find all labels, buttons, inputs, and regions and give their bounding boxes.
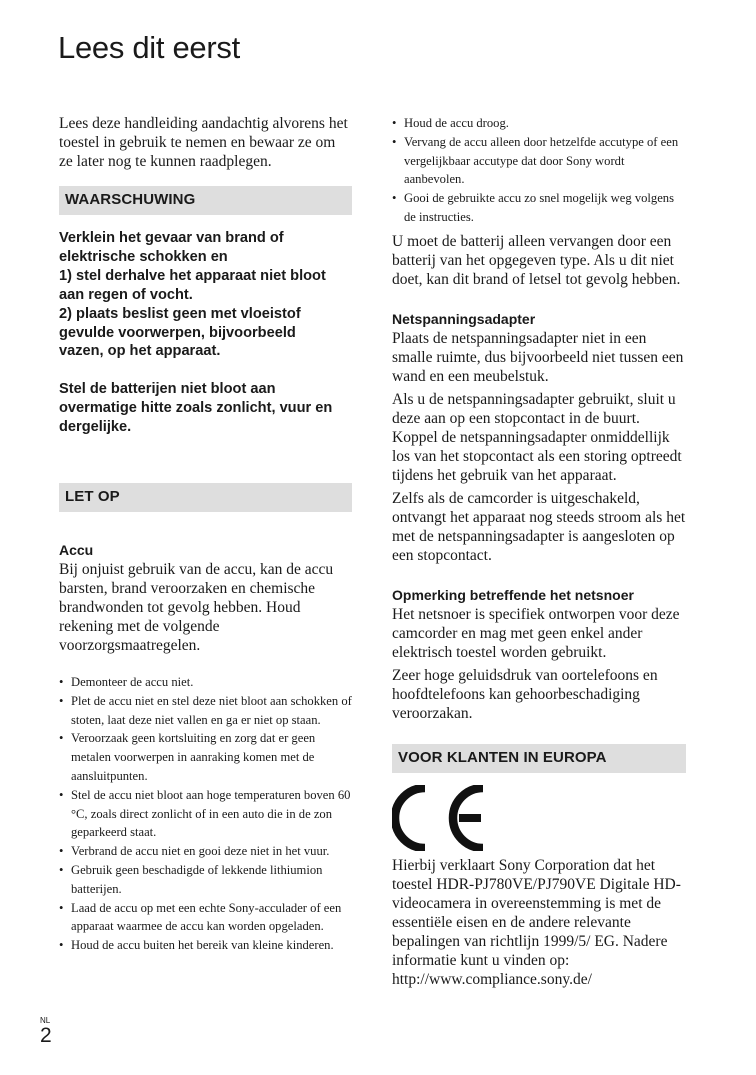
cord-heading: Opmerking betreffende het netsnoer (392, 586, 634, 603)
europe-text: Hierbij verklaart Sony Corporation dat het toestel HDR-PJ780VE/PJ790VE Digitale HD-videocamera in overeenstemming is met de essentiële eisen en de andere relevante bepalingen van richtlijn 1999/5/ EG. Nadere informatie kunt u vinden op: http://www.compliance.sony.de/ (392, 856, 681, 988)
ce-letter-e-bar-icon (459, 814, 481, 822)
list-item: • Gebruik geen beschadigde of lekkende lithiumion batterijen. (59, 863, 323, 896)
cord-paragraph-1: Het netsnoer is specifiek ontworpen voor deze camcorder en mag met geen enkel ander elektrisch toestel worden gebruikt. (392, 605, 680, 661)
bullet-icon: • (59, 900, 64, 915)
europe-heading: VOOR KLANTEN IN EUROPA (392, 744, 686, 773)
accu-bullet-list (59, 673, 352, 955)
list-item: • Demonteer de accu niet. (59, 673, 352, 692)
bullet-icon: • (59, 844, 64, 859)
battery-text: U moet de batterij alleen vervangen door een batterij van het opgegeven type. Als u dit niet doet, kan dit brand of letsel tot gevolg hebben. (392, 232, 681, 288)
list-item: • Verbrand de accu niet en gooi deze niet in het vuur. (59, 842, 352, 861)
intro-text: Lees deze handleiding aandachtig alvorens het toestel in gebruik te nemen en bewaar ze om ze later nog te kunnen raadplegen. (59, 115, 348, 170)
warning-block (59, 229, 352, 437)
warning-paragraph-2: Stel de batterijen niet bloot aan overmatige hitte zoals zonlicht, vuur en dergelijke. (59, 381, 333, 436)
page-title: Lees dit eerst (58, 30, 240, 65)
page-number: 2 (40, 1024, 52, 1047)
bullet-icon: • (59, 675, 64, 690)
list-item: • Plet de accu niet en stel deze niet bloot aan schokken of stoten, laat deze niet vallen en ga er niet op staan. (59, 693, 352, 727)
list-item: • Gooi de gebruikte accu zo snel mogelijk weg volgens de instructies. (392, 191, 674, 224)
warning-paragraph-1: Verklein het gevaar van brand of elektrische schokken en 1) stel derhalve het apparaat niet bloot aan regen of vocht. 2) plaats beslist geen met vloeistof gevulde voorwerpen, bijvoorbeeld vazen, op het apparaat. (59, 230, 326, 360)
accu-heading: Accu (59, 542, 94, 559)
bullet-icon: • (392, 116, 397, 130)
ce-letter-c-icon (395, 788, 425, 848)
adapter-paragraph-2: Als u de netspanningsadapter gebruikt, sluit u deze aan op een stopcontact in de buurt. Koppel de netspanningsadapter onmiddellijk los van het stopcontact als een storing optreedt tijdens het gebruik van het apparaat. (392, 390, 682, 484)
adapter-paragraph-1: Plaats de netspanningsadapter niet in een smalle ruimte, dus bijvoorbeeld niet tussen een wand en een meubelstuk. (392, 329, 684, 385)
accu-text: Bij onjuist gebruik van de accu, kan de accu barsten, brand veroorzaken en chemische brandwonden tot gevolg hebben. Houd rekening met de volgende voorzorgsmaatregelen. (59, 561, 334, 655)
page-marker (40, 1016, 52, 1047)
list-item: • Houd de accu buiten het bereik van kleine kinderen. (59, 936, 352, 955)
adapter-heading: Netspanningsadapter (392, 310, 536, 327)
bullet-icon: • (59, 693, 64, 708)
bullet-icon: • (59, 731, 64, 746)
list-item: • Veroorzaak geen kortsluiting en zorg dat er geen metalen voorwerpen in aanraking komen met de aansluitpunten. (59, 731, 316, 784)
warning-heading: WAARSCHUWING (59, 186, 352, 215)
accu-bullet-list-continued (392, 114, 686, 227)
adapter-paragraph-3: Zelfs als de camcorder is uitgeschakeld, ontvangt het apparaat nog steeds stroom als het met de netspanningsadapter is aangesloten op een stopcontact. (392, 489, 686, 564)
bullet-icon: • (392, 191, 397, 206)
list-item: • Vervang de accu alleen door hetzelfde accutype of een vergelijkbaar accutype dat door Sony wordt aanbevolen. (392, 134, 679, 187)
list-item: • Houd de accu droog. (392, 114, 686, 133)
bullet-icon: • (59, 863, 64, 878)
bullet-icon: • (59, 787, 64, 802)
bullet-icon: • (392, 134, 397, 149)
ce-mark-icon (392, 785, 488, 851)
left-column (59, 114, 352, 955)
list-item: • Stel de accu niet bloot aan hoge temperaturen boven 60 °C, zoals direct zonlicht of in een auto die in de zon geparkeerd staat. (59, 787, 351, 840)
caution-heading: LET OP (59, 483, 352, 512)
list-item: • Laad de accu op met een echte Sony-acculader of een apparaat waarmee de accu kan worden opgeladen. (59, 900, 342, 934)
language-code: NL (40, 1016, 51, 1025)
cord-paragraph-2: Zeer hoge geluidsdruk van oortelefoons en hoofdtelefoons kan gehoorbeschadiging veroorzakan. (392, 666, 658, 722)
bullet-icon: • (59, 938, 64, 953)
right-column (392, 114, 686, 989)
